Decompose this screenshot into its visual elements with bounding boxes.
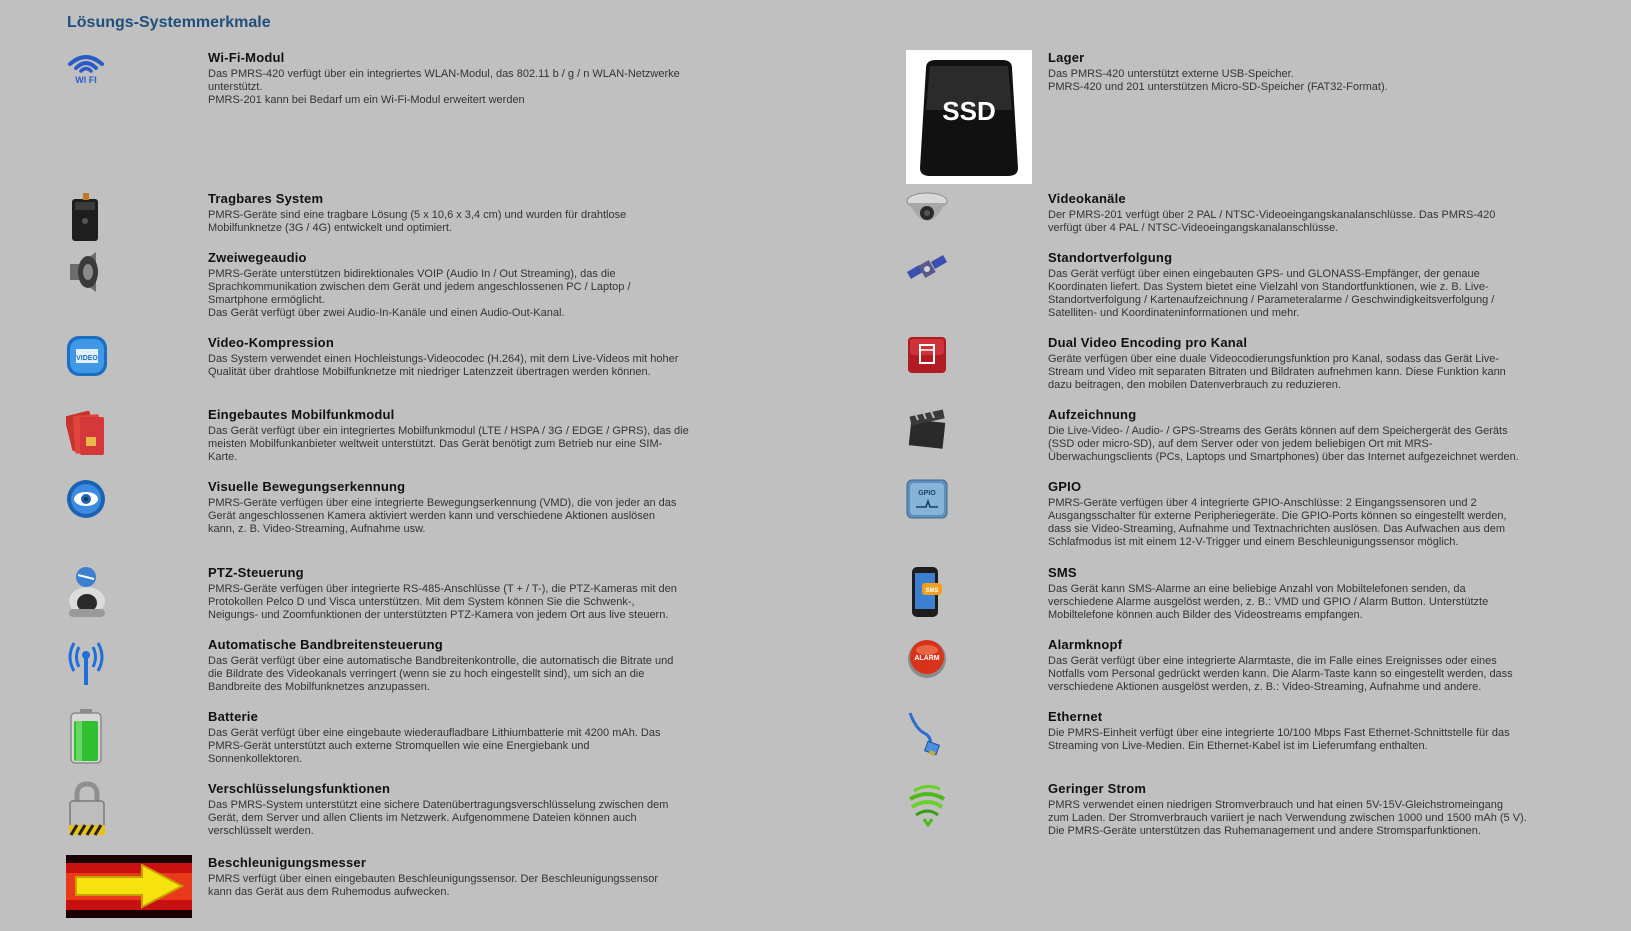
feature-title: Beschleunigungsmesser	[208, 855, 367, 870]
feature-title: Batterie	[208, 709, 259, 724]
feature-description: PMRS verwendet einen niedrigen Stromverbrauch und hat einen 5V-15V-Gleichstromeingang zum Laden. Der Stromverbrauch variiert je nach Verwendung zwischen 1000 und 1500 mAh (5 V). Die PMRS-Geräte unterstützen das Ruhemanagement und andere Stromsparfunktionen.	[1048, 799, 1527, 837]
feature-description: PMRS-Geräte verfügen über 4 integrierte GPIO-Anschlüsse: 2 Eingangssensoren und 2 Ausgangsschalter für externe Peripheriegeräte. Die GPIO-Ports können so eingestellt werden, dass sie Video-Streaming, Aufnahme und Textnachrichten auslösen. Das Aufwachen aus dem Schlafmodus ist mit einem 12-V-Trigger und einem Beschleunigungssensor möglich.	[1048, 497, 1507, 548]
sim-card-icon	[66, 407, 108, 459]
feature-title: Eingebautes Mobilfunkmodul	[208, 407, 395, 422]
speed-arrow-icon	[66, 855, 192, 918]
feature-title: Visuelle Bewegungserkennung	[208, 479, 406, 494]
ethernet-cable-icon	[906, 709, 948, 757]
feature-title: Lager	[1048, 50, 1085, 65]
wifi-icon	[66, 50, 106, 86]
feature-title: Wi-Fi-Modul	[208, 50, 285, 65]
battery-icon	[66, 709, 106, 765]
speaker-icon	[66, 250, 106, 294]
video-compression-icon	[66, 335, 108, 379]
feature-description: Die PMRS-Einheit verfügt über eine integrierte 10/100 Mbps Fast Ethernet-Schnittstelle für das Streaming von Live-Medien. Ein Ethernet-Kabel ist im Lieferumfang enthalten.	[1048, 727, 1510, 752]
feature-title: Automatische Bandbreitensteuerung	[208, 637, 443, 652]
feature-title: Zweiwegeaudio	[208, 250, 307, 265]
feature-description: PMRS-Geräte unterstützen bidirektionales VOIP (Audio In / Out Streaming), das die Sprachkommunikation zwischen dem Gerät und jedem angeschlossenen PC / Laptop / Smartphone ermöglicht. Das Gerät verfügt über zwei Audio-In-Kanäle und einen Audio-Out-Kanal.	[208, 268, 631, 319]
feature-description: Das Gerät verfügt über einen eingebauten GPS- und GLONASS-Empfänger, der genaue Koordinaten liefert. Das System bietet eine Vielzahl von Standortfunktionen, wie z. B. Live- Standortverfolgung / Kartenaufzeichnung / Parameteralarme / Geschwindigkeitsverfolgung / Satelliten- und Koordinateninformationen und mehr.	[1048, 268, 1495, 319]
svg-text:SMS: SMS	[925, 588, 939, 594]
feature-description: Das Gerät verfügt über ein integriertes Mobilfunkmodul (LTE / HSPA / 3G / EDGE / GPRS), das die meisten Mobilfunkanbieter weltweit unterstützt. Das Gerät benötigt zum Betrieb nur eine SIM- Karte.	[208, 425, 689, 463]
clapperboard-icon	[906, 407, 948, 451]
feature-description: Das PMRS-420 verfügt über ein integriertes WLAN-Modul, das 802.11 b / g / n WLAN-Netzwerke unterstützt. PMRS-201 kann bei Bedarf um ein Wi-Fi-Modul erweitert werden	[208, 68, 680, 106]
feature-description: Die Live-Video- / Audio- / GPS-Streams des Geräts können auf dem Speichergerät des Geräts (SSD oder micro-SD), auf dem Server oder von jedem beliebigen Ort mit MRS- Überwachungsclients (PCs, Laptops und Smartphones) über das Internet aufgezeichnet werden.	[1048, 425, 1519, 463]
dome-camera-icon	[906, 191, 948, 231]
feature-description: Der PMRS-201 verfügt über 2 PAL / NTSC-Videoeingangskanalanschlüsse. Das PMRS-420 verfügt über 4 PAL / NTSC-Videoeingangskanalanschlüsse.	[1048, 209, 1496, 234]
feature-title: Ethernet	[1048, 709, 1103, 724]
portable-device-icon	[66, 191, 106, 243]
feature-title: Video-Kompression	[208, 335, 334, 350]
svg-text:VIDEO: VIDEO	[76, 355, 98, 362]
feature-title: Tragbares System	[208, 191, 324, 206]
feature-title: GPIO	[1048, 479, 1082, 494]
low-power-icon	[906, 781, 948, 827]
feature-description: PMRS-Geräte verfügen über eine integrierte Bewegungserkennung (VMD), die von jeder an das Gerät angeschlossenen Kamera aktiviert werden kann und verschiedene Aktionen auslösen kann, z. B. Video-Streaming, Aufnahme usw.	[208, 497, 677, 535]
feature-title: Standortverfolgung	[1048, 250, 1173, 265]
feature-description: Geräte verfügen über eine duale Videocodierungsfunktion pro Kanal, sodass das Gerät Live- Stream und Video mit separaten Bitraten und Bildraten aufnehmen kann. Diese Funktion kann dazu beitragen, den mobilen Datenverbrauch zu reduzieren.	[1048, 353, 1506, 391]
svg-text:SSD: SSD	[942, 96, 996, 126]
feature-title: Verschlüsselungsfunktionen	[208, 781, 391, 796]
feature-description: PMRS verfügt über einen eingebauten Beschleunigungssensor. Der Beschleunigungssensor kann das Gerät aus dem Ruhemodus aufwecken.	[208, 873, 659, 898]
feature-description: Das System verwendet einen Hochleistungs-Videocodec (H.264), mit dem Live-Videos mit hoher Qualität über drahtlose Mobilfunknetze mit niedriger Latenzzeit übertragen werden können.	[208, 353, 679, 378]
page-title: Lösungs-Systemmerkmale	[67, 14, 271, 31]
sms-phone-icon	[906, 565, 946, 619]
feature-title: Dual Video Encoding pro Kanal	[1048, 335, 1248, 350]
feature-description: Das Gerät verfügt über eine integrierte Alarmtaste, die im Falle eines Ereignisses oder eines Notfalls vom Personal gedrückt werden kann. Die Alarm-Taste kann so eingestellt werden, dass verschiedene Aktionen ausgelöst werden, z. B.: Video-Streaming, Aufnahme und andere.	[1048, 655, 1513, 693]
feature-description: Das Gerät kann SMS-Alarme an eine beliebige Anzahl von Mobiltelefonen senden, da verschiedene Alarme ausgelöst werden, z. B.: VMD und GPIO / Alarm Button. Unterstützte Mobiltelefone können auch Bilder des Videostreams empfangen.	[1048, 583, 1489, 621]
ssd-icon	[906, 50, 1032, 184]
gpio-icon	[906, 479, 948, 521]
padlock-icon	[66, 781, 108, 837]
feature-description: PMRS-Geräte verfügen über integrierte RS-485-Anschlüsse (T + / T-), die PTZ-Kameras mit den Protokollen Pelco D und Visca unterstützen. Mit dem System können Sie die Schwenk-, Neigungs- und Zoomfunktionen der unterstützten PTZ-Kamera von jedem Ort aus live steuern.	[208, 583, 677, 621]
feature-title: Aufzeichnung	[1048, 407, 1137, 422]
eye-icon	[66, 479, 106, 519]
feature-description: Das PMRS-System unterstützt eine sichere Datenübertragungsverschlüsselung zwischen dem Gerät, dem Server und allen Clients im Netzwerk. Aufgenommene Dateien können auch verschlüsselt werden.	[208, 799, 669, 837]
svg-text:GPIO: GPIO	[918, 490, 936, 497]
feature-description: PMRS-Geräte sind eine tragbare Lösung (5 x 10,6 x 3,4 cm) und wurden für drahtlose Mobilfunknetze (3G / 4G) entwickelt und optimiert.	[208, 209, 627, 234]
satellite-icon	[906, 250, 948, 290]
svg-text:WI FI: WI FI	[75, 75, 97, 85]
alarm-button-icon	[906, 637, 948, 679]
feature-title: Geringer Strom	[1048, 781, 1147, 796]
ptz-camera-icon	[66, 565, 108, 619]
feature-description: Das PMRS-420 unterstützt externe USB-Speicher. PMRS-420 und 201 unterstützen Micro-SD-Speicher (FAT32-Format).	[1048, 68, 1388, 93]
svg-text:ALARM: ALARM	[914, 655, 940, 662]
feature-title: SMS	[1048, 565, 1077, 580]
feature-description: Das Gerät verfügt über eine automatische Bandbreitenkontrolle, die automatisch die Bitrate und die Bildrate des Videokanals verringert (wenn sie zu hoch eingestellt sind), um sich an die Bandbreite des Mobilfunknetzes anzupassen.	[208, 655, 674, 693]
encoding-icon	[906, 335, 948, 377]
feature-description: Das Gerät verfügt über eine eingebaute wiederaufladbare Lithiumbatterie mit 4200 mAh. Das PMRS-Gerät unterstützt auch externe Stromquellen wie eine Energiebank und Sonnenkollektoren.	[208, 727, 661, 765]
feature-title: Videokanäle	[1048, 191, 1126, 206]
antenna-icon	[66, 637, 106, 687]
feature-title: Alarmknopf	[1048, 637, 1123, 652]
feature-title: PTZ-Steuerung	[208, 565, 304, 580]
